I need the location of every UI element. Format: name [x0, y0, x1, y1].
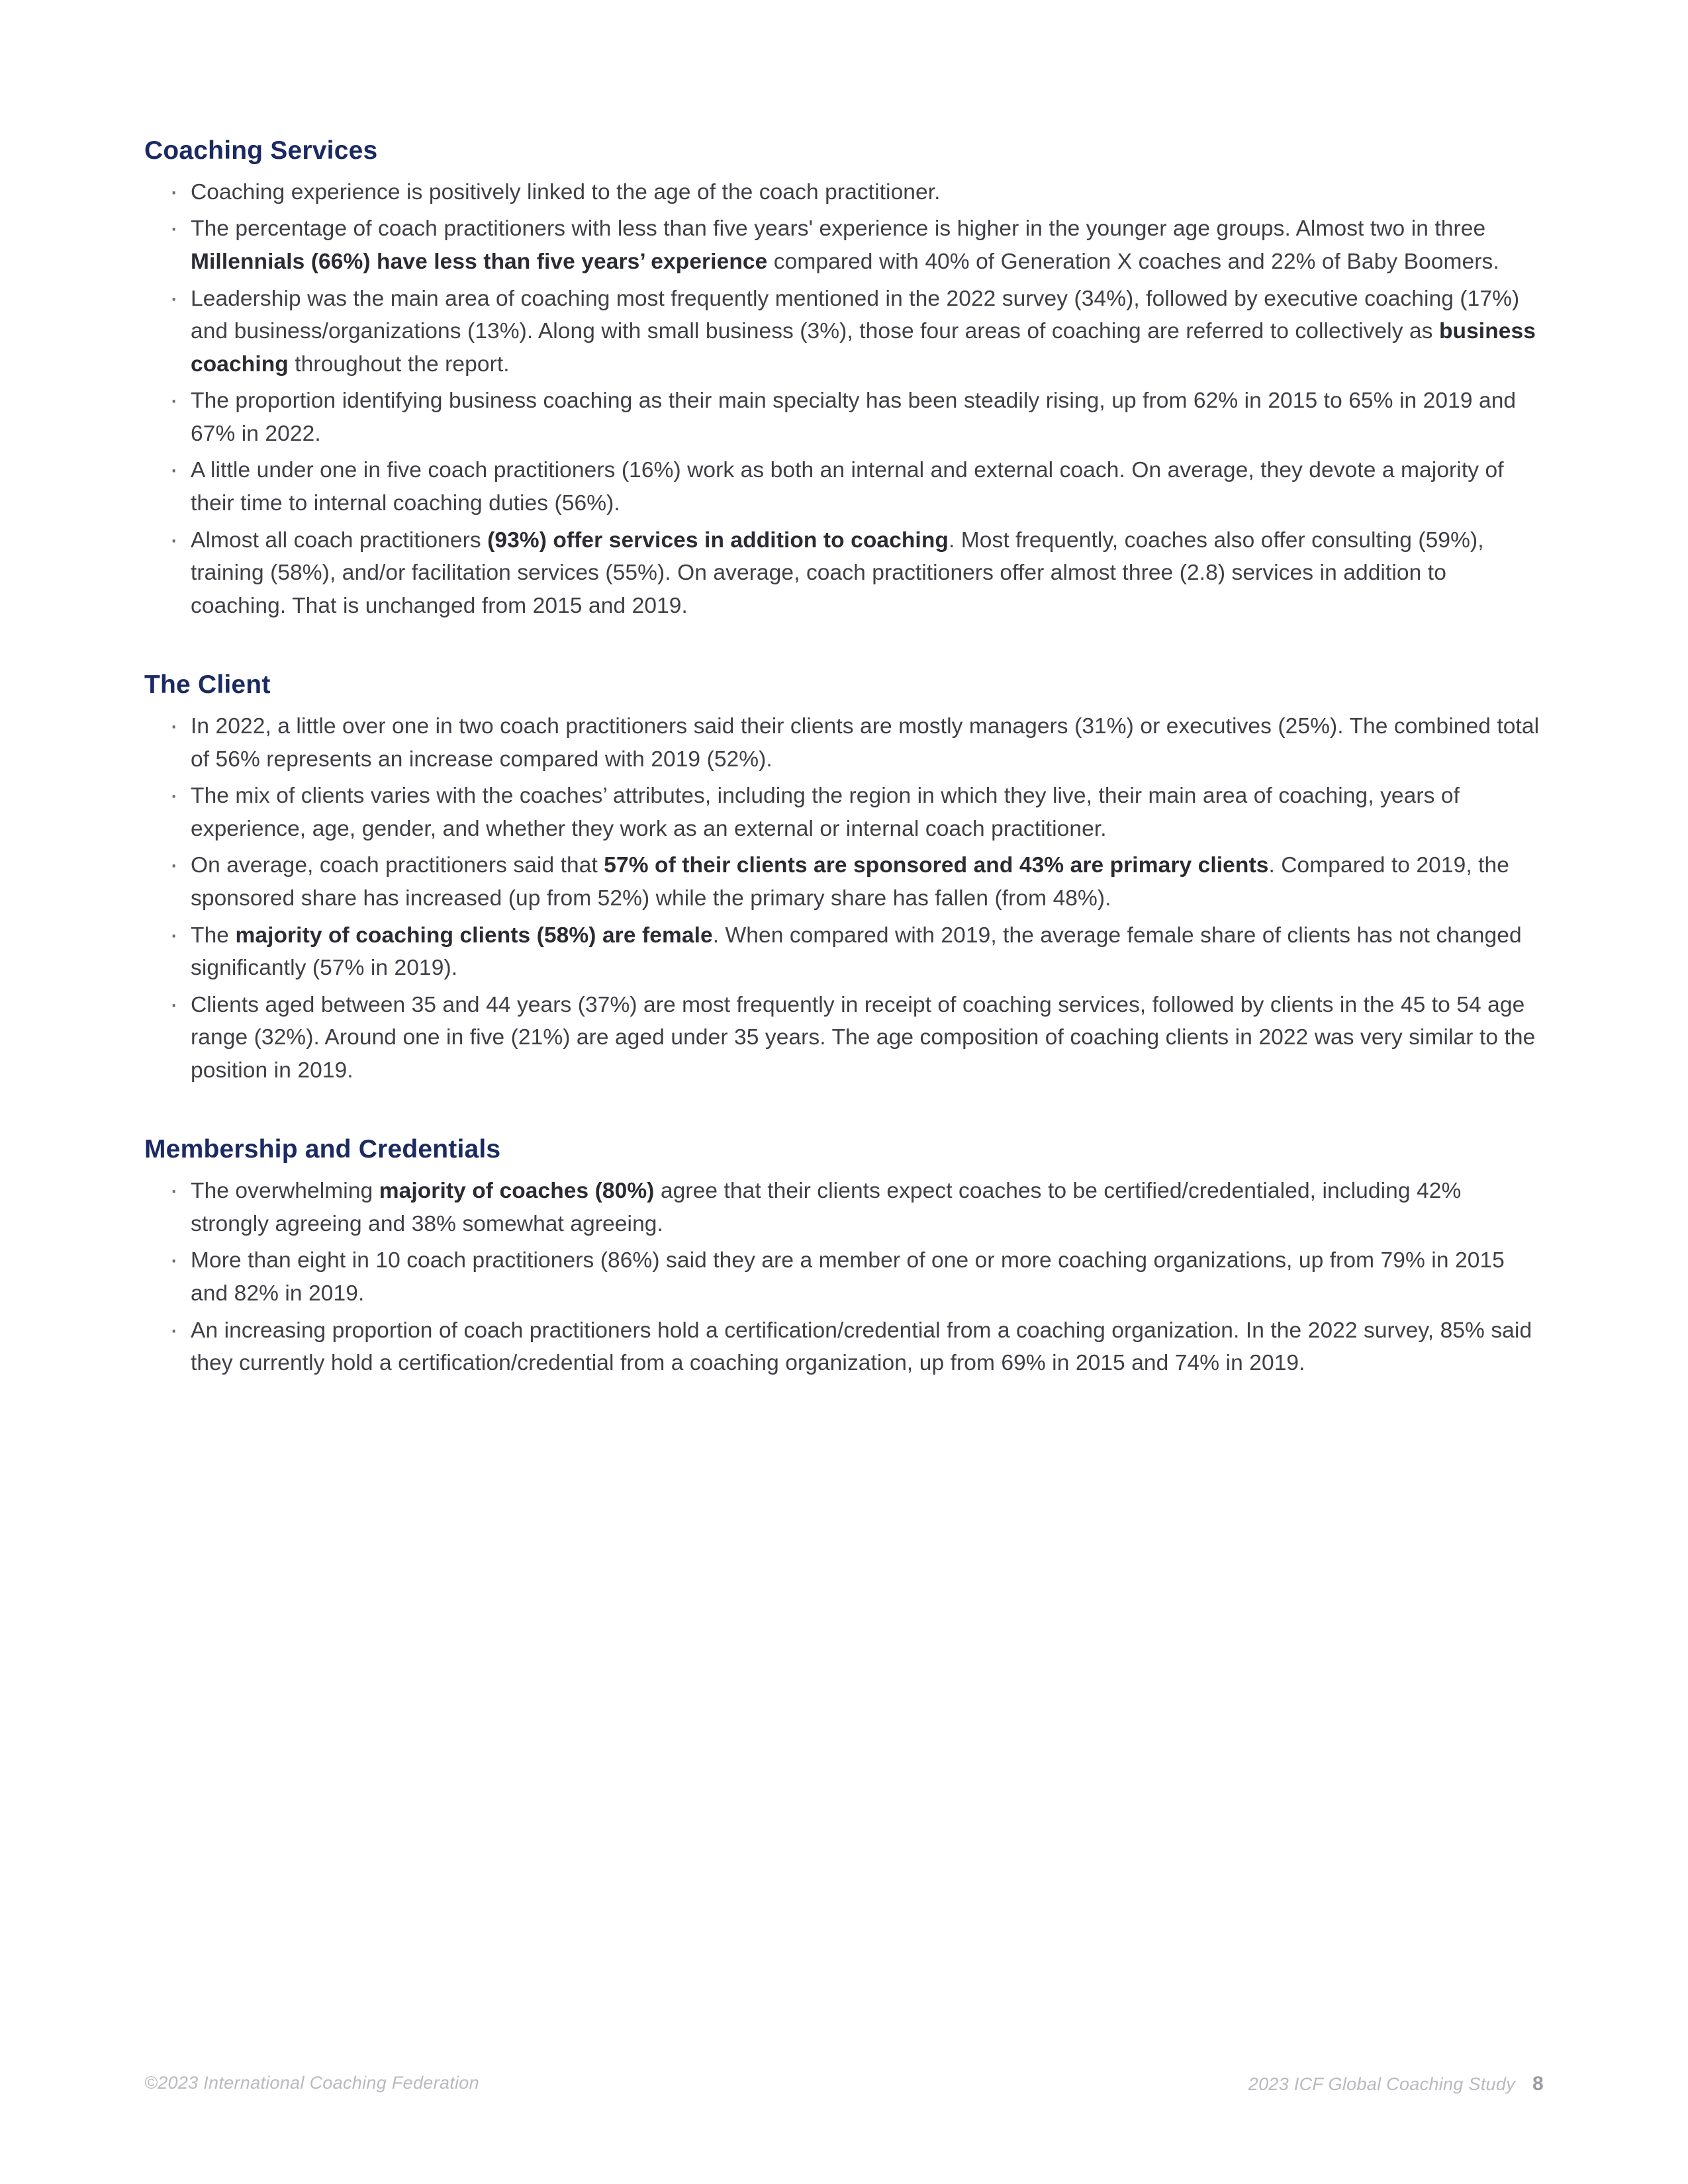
bullet-text: . Most frequently, coaches also offer consulting (59%), training (58%), and/or facilitation services (55%). On average, coach practitioners offer almost three (2.8) services in addition to coaching. That is unchanged from 2015 and 2019.	[191, 527, 1484, 618]
bullet-item	[144, 212, 1541, 278]
bullet-text: On average, coach practitioners said that	[191, 853, 604, 878]
bullet-item	[144, 176, 1541, 209]
bullet-item	[144, 385, 1541, 450]
bullet-text: The overwhelming	[191, 1179, 379, 1204]
section-coaching-services	[144, 136, 1541, 622]
bullet-emphasis: business coaching	[191, 319, 1536, 377]
bullet-text: . Compared to 2019, the sponsored share has increased (up from 52%) while the primary share has fallen (from 48%).	[191, 853, 1510, 911]
bullet-item	[144, 1244, 1541, 1310]
bullet-list-membership-and-credentials	[144, 1175, 1541, 1379]
footer-study-title: 2023 ICF Global Coaching Study	[1248, 2074, 1515, 2094]
section-heading-the-client: The Client	[144, 670, 271, 700]
bullet-item	[144, 524, 1541, 623]
bullet-text: The percentage of coach practitioners with less than five years' experience is higher in the younger age groups. Almost two in three	[191, 216, 1486, 242]
bullet-list-the-client	[144, 710, 1541, 1087]
footer-copyright: ©2023 International Coaching Federation	[144, 2073, 479, 2093]
bullet-item	[144, 919, 1541, 985]
bullet-item	[144, 780, 1541, 845]
bullet-item	[144, 849, 1541, 915]
bullet-text: throughout the report.	[288, 351, 510, 377]
sections-container	[144, 136, 1541, 1380]
bullet-text: An increasing proportion of coach practitioners hold a certification/credential from a coaching organization. In the 2022 survey, 85% said they currently hold a certification/credential from a coaching organization, up from 69% in 2015 and 74% in 2019.	[191, 1318, 1532, 1376]
bullet-item	[144, 989, 1541, 1087]
section-the-client	[144, 670, 1541, 1087]
bullet-item	[144, 454, 1541, 520]
bullet-text: Clients aged between 35 and 44 years (37%) are most frequently in receipt of coaching services, followed by clients in the 45 to 54 age range (32%). Around one in five (21%) are aged under 35 years. The age composition of coaching clients in 2022 was very similar to the position in 2019.	[191, 992, 1536, 1083]
bullet-text: Leadership was the main area of coaching most frequently mentioned in the 2022 survey (34%), followed by executive coaching (17%) and business/organizations (13%). Along with small business (3%), those four areas of coaching are referred to collectively as	[191, 286, 1520, 344]
bullet-text: The mix of clients varies with the coaches’ attributes, including the region in which they live, their main area of coaching, years of experience, age, gender, and whether they work as an external or internal coach practitioner.	[191, 784, 1460, 841]
page-number: 8	[1532, 2073, 1544, 2095]
section-heading-membership-and-credentials: Membership and Credentials	[144, 1135, 501, 1164]
bullet-text: More than eight in 10 coach practitioners (86%) said they are a member of one or more coaching organizations, up from 79% in 2015 and 82% in 2019.	[191, 1248, 1505, 1306]
bullet-emphasis: majority of coaches (80%)	[379, 1179, 655, 1204]
bullet-emphasis: Millennials (66%) have less than five years’ experience	[191, 249, 768, 274]
bullet-text: A little under one in five coach practitioners (16%) work as both an internal and external coach. On average, they devote a majority of their time to internal coaching duties (56%).	[191, 458, 1504, 516]
bullet-text: Almost all coach practitioners	[191, 527, 488, 553]
section-membership-and-credentials	[144, 1134, 1541, 1379]
bullet-item	[144, 283, 1541, 381]
bullet-text: . When compared with 2019, the average female share of clients has not changed significantly (57% in 2019).	[191, 923, 1522, 981]
section-heading-coaching-services: Coaching Services	[144, 136, 378, 165]
bullet-list-coaching-services	[144, 176, 1541, 623]
bullet-text: The	[191, 923, 236, 948]
bullet-emphasis: majority of coaching clients (58%) are female	[235, 923, 713, 948]
bullet-text: compared with 40% of Generation X coaches and 22% of Baby Boomers.	[767, 249, 1499, 274]
bullet-text: agree that their clients expect coaches to be certified/credentialed, including 42% strongly agreeing and 38% somewhat agreeing.	[191, 1179, 1462, 1236]
bullet-text: The proportion identifying business coaching as their main specialty has been steadily rising, up from 62% in 2015 to 65% in 2019 and 67% in 2022.	[191, 388, 1517, 446]
bullet-emphasis: (93%) offer services in addition to coaching	[487, 527, 949, 553]
bullet-item	[144, 710, 1541, 776]
page-content	[144, 136, 1541, 1384]
bullet-text: In 2022, a little over one in two coach practitioners said their clients are mostly managers (31%) or executives (25%). The combined total of 56% represents an increase compared with 2019 (52%).	[191, 714, 1540, 772]
bullet-item	[144, 1175, 1541, 1240]
page-footer	[144, 2073, 1544, 2099]
bullet-text: Coaching experience is positively linked to the age of the coach practitioner.	[191, 179, 941, 205]
footer-study-info	[1248, 2073, 1544, 2095]
bullet-item	[144, 1314, 1541, 1380]
bullet-emphasis: 57% of their clients are sponsored and 43% are primary clients	[604, 853, 1269, 878]
